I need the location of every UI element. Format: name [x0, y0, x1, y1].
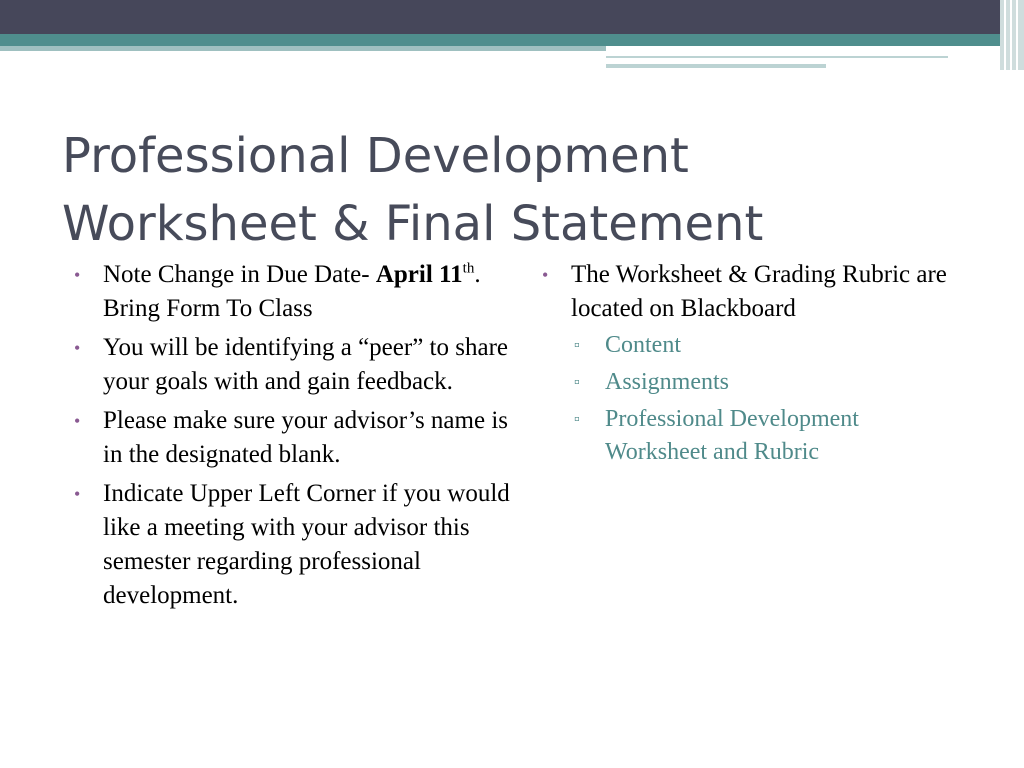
- header-edge-stripe: [1010, 0, 1012, 70]
- list-item: [74, 404, 514, 472]
- bullet-icon: •: [74, 338, 81, 358]
- header-band-teal-light: [0, 46, 606, 51]
- list-item: [74, 258, 514, 326]
- list-item: [74, 477, 514, 613]
- title-line-2: Worksheet & Final Statement: [62, 196, 764, 252]
- bullet-text: Please make sure your advisor’s name is in the designated blank.: [103, 407, 508, 468]
- sub-list-item: [571, 403, 952, 469]
- header-edge-stripe: [1004, 0, 1006, 70]
- list-item: [74, 331, 514, 399]
- bullet-icon: •: [542, 265, 549, 285]
- bullet-text: Indicate Upper Left Corner if you would like a meeting with your advisor this semester regarding professional development.: [103, 480, 510, 609]
- square-bullet-icon: ▫: [574, 411, 580, 428]
- header-accent-line-lower: [606, 64, 826, 68]
- due-date-superscript: th: [462, 260, 475, 277]
- list-item: [542, 258, 952, 469]
- bullet-text: The Worksheet & Grading Rubric are located on Blackboard: [571, 261, 947, 322]
- right-bullet-list: [542, 258, 952, 469]
- left-column: [74, 258, 514, 618]
- header-band-dark: [0, 0, 1024, 34]
- sub-list-item: [571, 329, 952, 362]
- title-line-1: Professional Development: [62, 128, 689, 184]
- sub-bullet-text: Professional Development Worksheet and Rubric: [605, 406, 859, 465]
- sub-list-item: [571, 366, 952, 399]
- sub-bullet-text: Content: [605, 332, 681, 358]
- sub-bullet-list: [571, 329, 952, 469]
- header-accent-line: [606, 56, 948, 58]
- square-bullet-icon: ▫: [574, 374, 580, 391]
- due-date-bold: April 11: [375, 261, 463, 288]
- bullet-icon: •: [74, 411, 81, 431]
- due-date-text-after: . Bring Form To Class: [103, 261, 481, 322]
- header-band-teal: [0, 34, 1024, 46]
- bullet-text: You will be identifying a “peer” to share your goals with and gain feedback.: [103, 334, 508, 395]
- bullet-icon: •: [74, 484, 81, 504]
- bullet-icon: •: [74, 265, 81, 285]
- header-right-edge: [1000, 0, 1024, 70]
- left-bullet-list: [74, 258, 514, 613]
- due-date-text: Note Change in Due Date-: [103, 261, 370, 288]
- slide-title: [62, 122, 962, 258]
- square-bullet-icon: ▫: [574, 337, 580, 354]
- header-edge-stripe: [1016, 0, 1018, 70]
- right-column: [542, 258, 952, 474]
- sub-bullet-text: Assignments: [605, 369, 730, 395]
